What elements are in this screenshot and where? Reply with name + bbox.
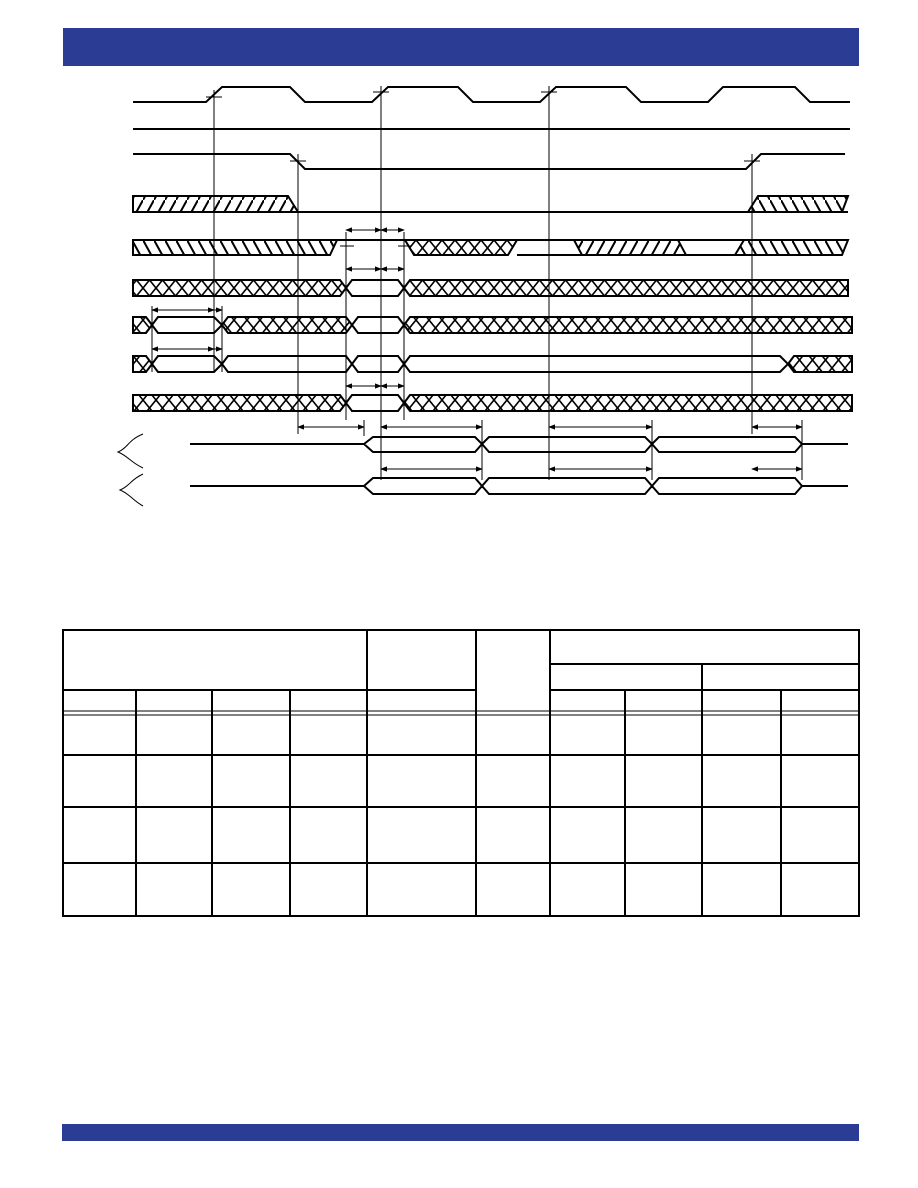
timing-diagram (0, 0, 918, 520)
bus-invalid (133, 395, 346, 411)
bus-valid (346, 395, 404, 411)
spec-table (62, 629, 860, 917)
output-bus-2 (190, 478, 848, 494)
bus-invalid (133, 356, 152, 372)
edge-tick (206, 90, 222, 104)
bus-valid (352, 317, 404, 333)
footer-band (62, 1124, 859, 1141)
bus-invalid (133, 317, 152, 333)
hatch-region (748, 196, 848, 212)
bus-invalid (404, 317, 852, 333)
cross-region (405, 240, 517, 255)
table-border (63, 630, 859, 916)
brace-mark (118, 434, 143, 468)
brace-mark (120, 474, 143, 506)
bus-valid (152, 317, 222, 333)
bus-valid (222, 356, 352, 372)
hatch-region (133, 240, 337, 255)
bus-invalid (404, 280, 848, 296)
hatch-region (574, 240, 686, 255)
hatch-region (133, 196, 298, 212)
bus-valid (346, 280, 404, 296)
bus-invalid (133, 280, 346, 296)
bus-valid (404, 356, 788, 372)
bus-invalid (222, 317, 352, 333)
output-bus-1 (190, 437, 848, 452)
bus-valid (152, 356, 222, 372)
bus-invalid (404, 395, 852, 411)
clock-waveform (133, 87, 850, 102)
bus-invalid (788, 356, 852, 372)
select-waveform (133, 154, 845, 169)
bus-valid (352, 356, 404, 372)
